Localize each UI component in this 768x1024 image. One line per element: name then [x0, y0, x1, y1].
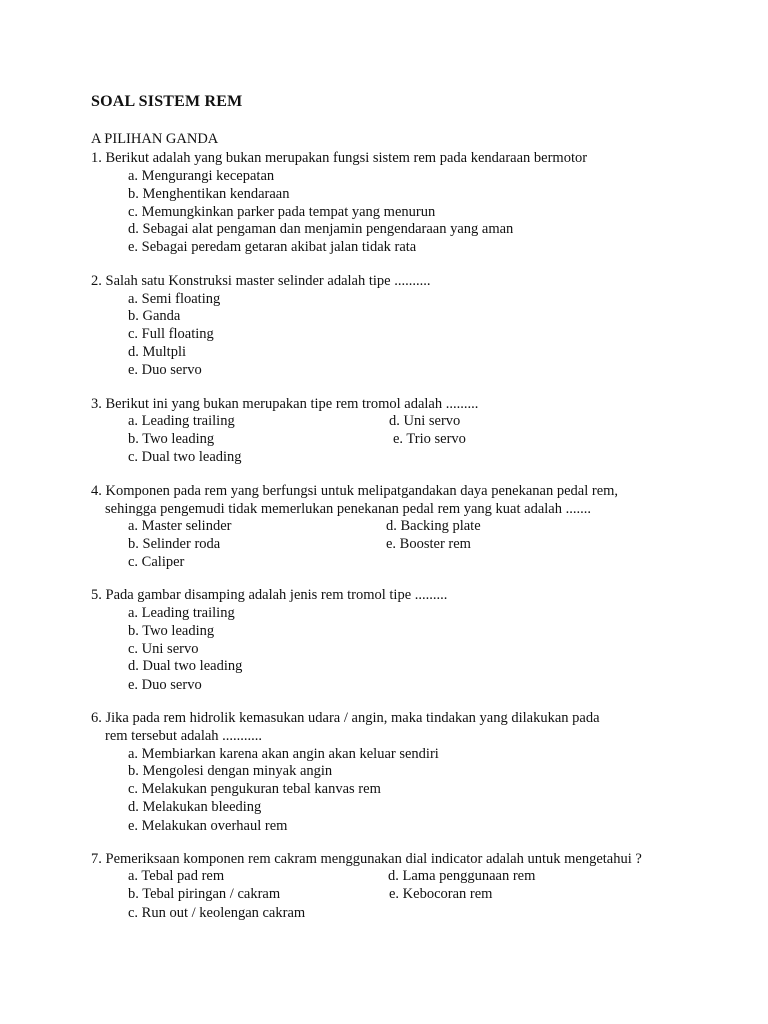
- question-4-text: 4. Komponen pada rem yang berfungsi untuk melipatgandakan daya penekanan pedal rem,: [91, 483, 619, 499]
- question-3-text: 3. Berikut ini yang bukan merupakan tipe rem tromol adalah .........: [91, 396, 479, 412]
- question-1-option-b: b. Menghentikan kendaraan: [128, 186, 290, 202]
- question-3-option-e: e. Trio servo: [393, 431, 466, 447]
- question-6-text-continued: rem tersebut adalah ...........: [105, 728, 263, 744]
- question-3-option-c: c. Dual two leading: [128, 449, 242, 465]
- question-4-option-c: c. Caliper: [128, 554, 185, 570]
- question-5-text: 5. Pada gambar disamping adalah jenis rem tromol tipe .........: [91, 587, 448, 603]
- question-5-option-e: e. Duo servo: [128, 677, 202, 693]
- question-2-text: 2. Salah satu Konstruksi master selinder adalah tipe ..........: [91, 273, 431, 289]
- question-4-option-a: a. Master selinder: [128, 518, 232, 534]
- question-6-option-d: d. Melakukan bleeding: [128, 799, 262, 815]
- question-4-option-b: b. Selinder roda: [128, 536, 221, 552]
- question-1-text: 1. Berikut adalah yang bukan merupakan fungsi sistem rem pada kendaraan bermotor: [91, 150, 588, 166]
- question-7-option-e: e. Kebocoran rem: [389, 886, 493, 902]
- question-2-option-e: e. Duo servo: [128, 362, 202, 378]
- question-4-option-e: e. Booster rem: [386, 536, 471, 552]
- question-3-option-b: b. Two leading: [128, 431, 215, 447]
- question-2-option-c: c. Full floating: [128, 326, 214, 342]
- page-title: SOAL SISTEM REM: [91, 93, 243, 110]
- question-5-option-b: b. Two leading: [128, 623, 215, 639]
- question-6-text: 6. Jika pada rem hidrolik kemasukan udara / angin, maka tindakan yang dilakukan pada: [91, 710, 600, 726]
- question-2-option-d: d. Multpli: [128, 344, 187, 360]
- question-1-option-a: a. Mengurangi kecepatan: [128, 168, 275, 184]
- question-1-option-c: c. Memungkinkan parker pada tempat yang menurun: [128, 204, 436, 220]
- question-7-option-c: c. Run out / keolengan cakram: [128, 905, 306, 921]
- question-6-option-b: b. Mengolesi dengan minyak angin: [128, 763, 333, 779]
- question-7-text: 7. Pemeriksaan komponen rem cakram menggunakan dial indicator adalah untuk mengetahui ?: [91, 851, 642, 867]
- question-6-option-c: c. Melakukan pengukuran tebal kanvas rem: [128, 781, 381, 797]
- section-heading: A PILIHAN GANDA: [91, 131, 219, 147]
- question-7-option-b: b. Tebal piringan / cakram: [128, 886, 281, 902]
- question-2-option-b: b. Ganda: [128, 308, 181, 324]
- question-3-option-a: a. Leading trailing: [128, 413, 235, 429]
- question-5-option-a: a. Leading trailing: [128, 605, 235, 621]
- question-7-option-d: d. Lama penggunaan rem: [388, 868, 536, 884]
- question-2-option-a: a. Semi floating: [128, 291, 221, 307]
- question-5-option-d: d. Dual two leading: [128, 658, 243, 674]
- question-6-option-e: e. Melakukan overhaul rem: [128, 818, 288, 834]
- question-4-text-continued: sehingga pengemudi tidak memerlukan penekanan pedal rem yang kuat adalah .......: [105, 501, 591, 517]
- question-1-option-d: d. Sebagai alat pengaman dan menjamin pengendaraan yang aman: [128, 221, 514, 237]
- question-7-option-a: a. Tebal pad rem: [128, 868, 225, 884]
- question-6-option-a: a. Membiarkan karena akan angin akan keluar sendiri: [128, 746, 439, 762]
- question-3-option-d: d. Uni servo: [389, 413, 461, 429]
- question-4-option-d: d. Backing plate: [386, 518, 481, 534]
- question-1-option-e: e. Sebagai peredam getaran akibat jalan tidak rata: [128, 239, 417, 255]
- question-5-option-c: c. Uni servo: [128, 641, 199, 657]
